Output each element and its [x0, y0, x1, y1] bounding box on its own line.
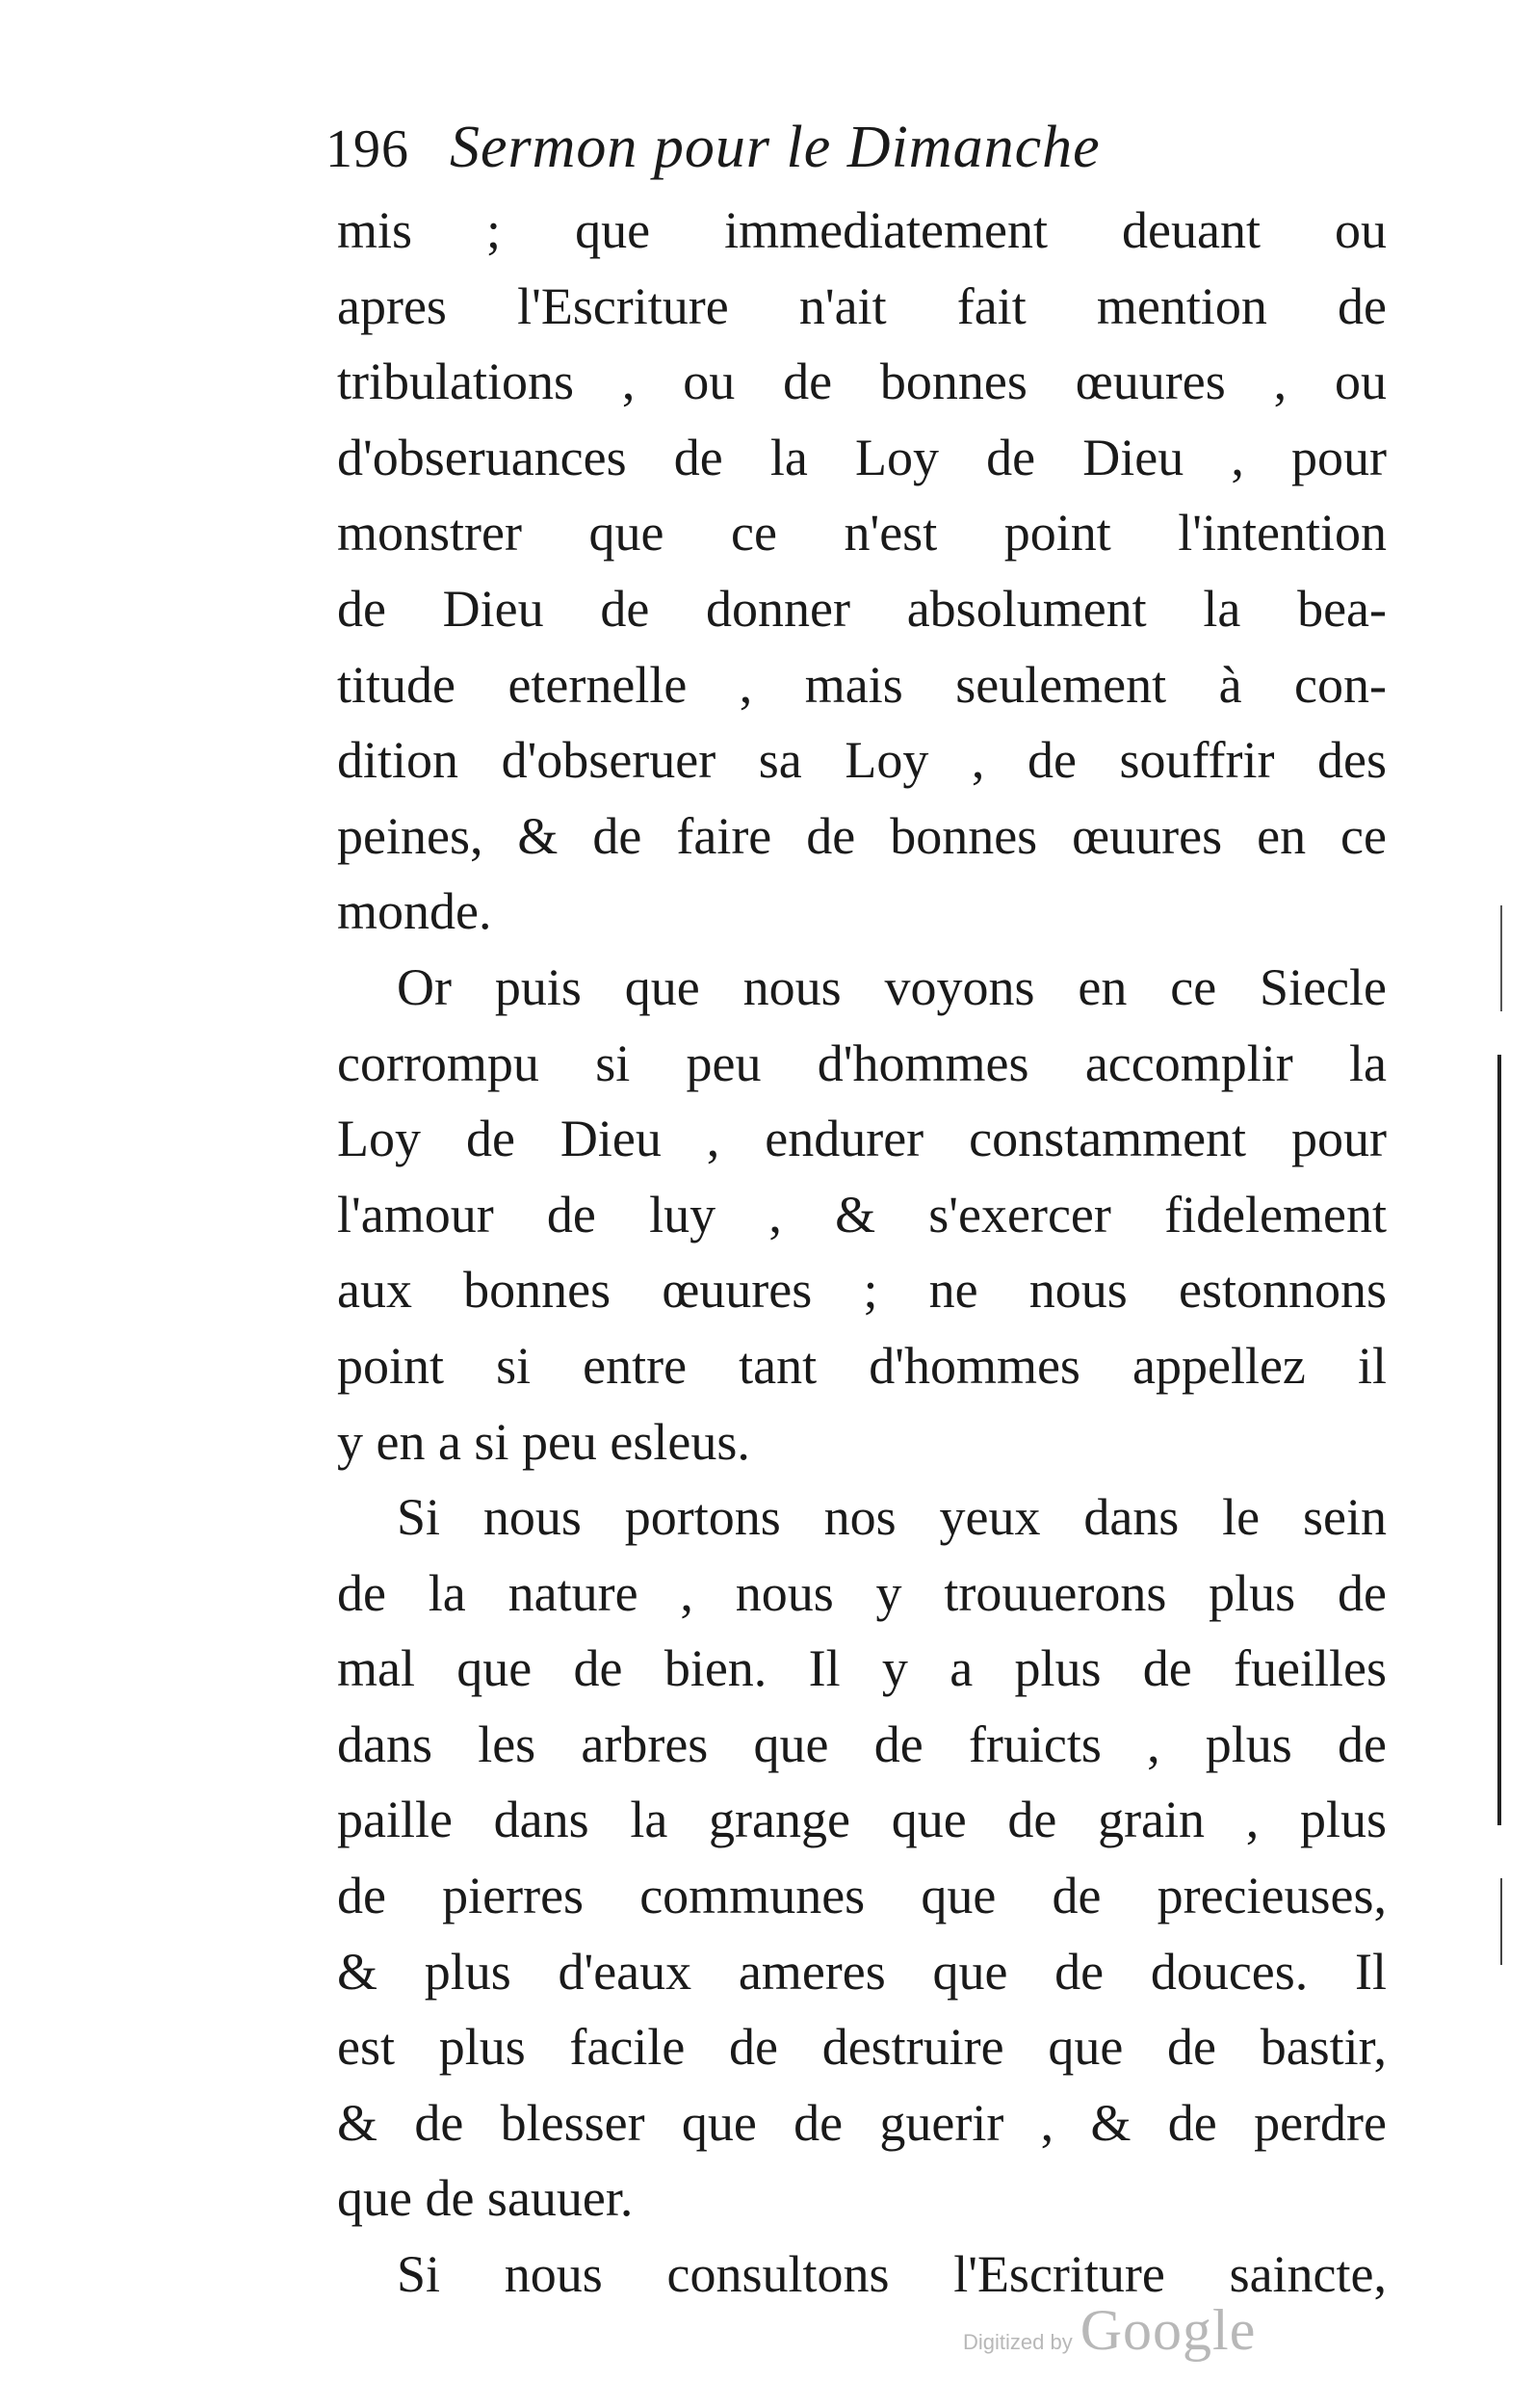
- text-line: Loy de Dieu , endurer constamment pour: [337, 1110, 1387, 1168]
- text-line: l'amour de luy , & s'exercer fidelement: [337, 1185, 1387, 1243]
- text-line: mis ; que immediatement deuant ou: [337, 201, 1387, 259]
- text-line: aux bonnes œuures ; ne nous estonnons: [337, 1261, 1387, 1320]
- text-line: Or puis que nous voyons en ce Siecle: [397, 957, 1387, 1016]
- text-line: mal que de bien. Il y a plus de fueilles: [337, 1639, 1387, 1698]
- text-line: tribulations , ou de bonnes œuures , ou: [337, 353, 1387, 411]
- text-line: titude eternelle , mais seulement à con-: [337, 655, 1387, 714]
- text-line: paille dans la grange que de grain , plus: [337, 1791, 1387, 1849]
- text-line: est plus facile de destruire que de bastir,: [337, 2018, 1387, 2077]
- text-line: Si nous consultons l'Escriture saincte,: [397, 2245, 1387, 2304]
- text-line: Si nous portons nos yeux dans le sein: [397, 1488, 1387, 1547]
- text-line: monstrer que ce n'est point l'intention: [337, 504, 1387, 563]
- text-line: dans les arbres que de fruicts , plus de: [337, 1714, 1387, 1773]
- text-line: monde.: [337, 882, 492, 941]
- running-title: Sermon pour le Dimanche: [450, 115, 1101, 180]
- page-edge-mark: [1500, 1878, 1502, 1965]
- text-line: d'obseruances de la Loy de Dieu , pour: [337, 428, 1387, 486]
- text-line: peines, & de faire de bonnes œuures en ce: [337, 806, 1387, 865]
- text-line: point si entre tant d'hommes appellez il: [337, 1336, 1387, 1395]
- page-edge-rule: [1497, 1055, 1501, 1825]
- text-line: corrompu si peu d'hommes accomplir la: [337, 1034, 1387, 1092]
- watermark-prefix: Digitized by: [963, 2330, 1073, 2354]
- page-number: 196: [325, 119, 409, 179]
- text-line: & de blesser que de guerir , & de perdre: [337, 2093, 1387, 2152]
- text-line: que de sauuer.: [337, 2169, 634, 2228]
- text-line: apres l'Escriture n'ait fait mention de: [337, 276, 1387, 335]
- text-line: y en a si peu esleus.: [337, 1412, 750, 1471]
- text-line: de la nature , nous y trouuerons plus de: [337, 1563, 1387, 1622]
- text-line: & plus d'eaux ameres que de douces. Il: [337, 1942, 1387, 2001]
- body-text: [337, 193, 1387, 2313]
- digitization-watermark: [963, 2297, 1256, 2364]
- text-line: de pierres communes que de precieuses,: [337, 1867, 1387, 1925]
- watermark-brand: Google: [1080, 2298, 1257, 2362]
- page-edge-mark: [1500, 905, 1502, 1011]
- page-header: [325, 114, 1423, 200]
- text-line: de Dieu de donner absolument la bea-: [337, 579, 1387, 638]
- text-line: dition d'obseruer sa Loy , de souffrir des: [337, 731, 1387, 790]
